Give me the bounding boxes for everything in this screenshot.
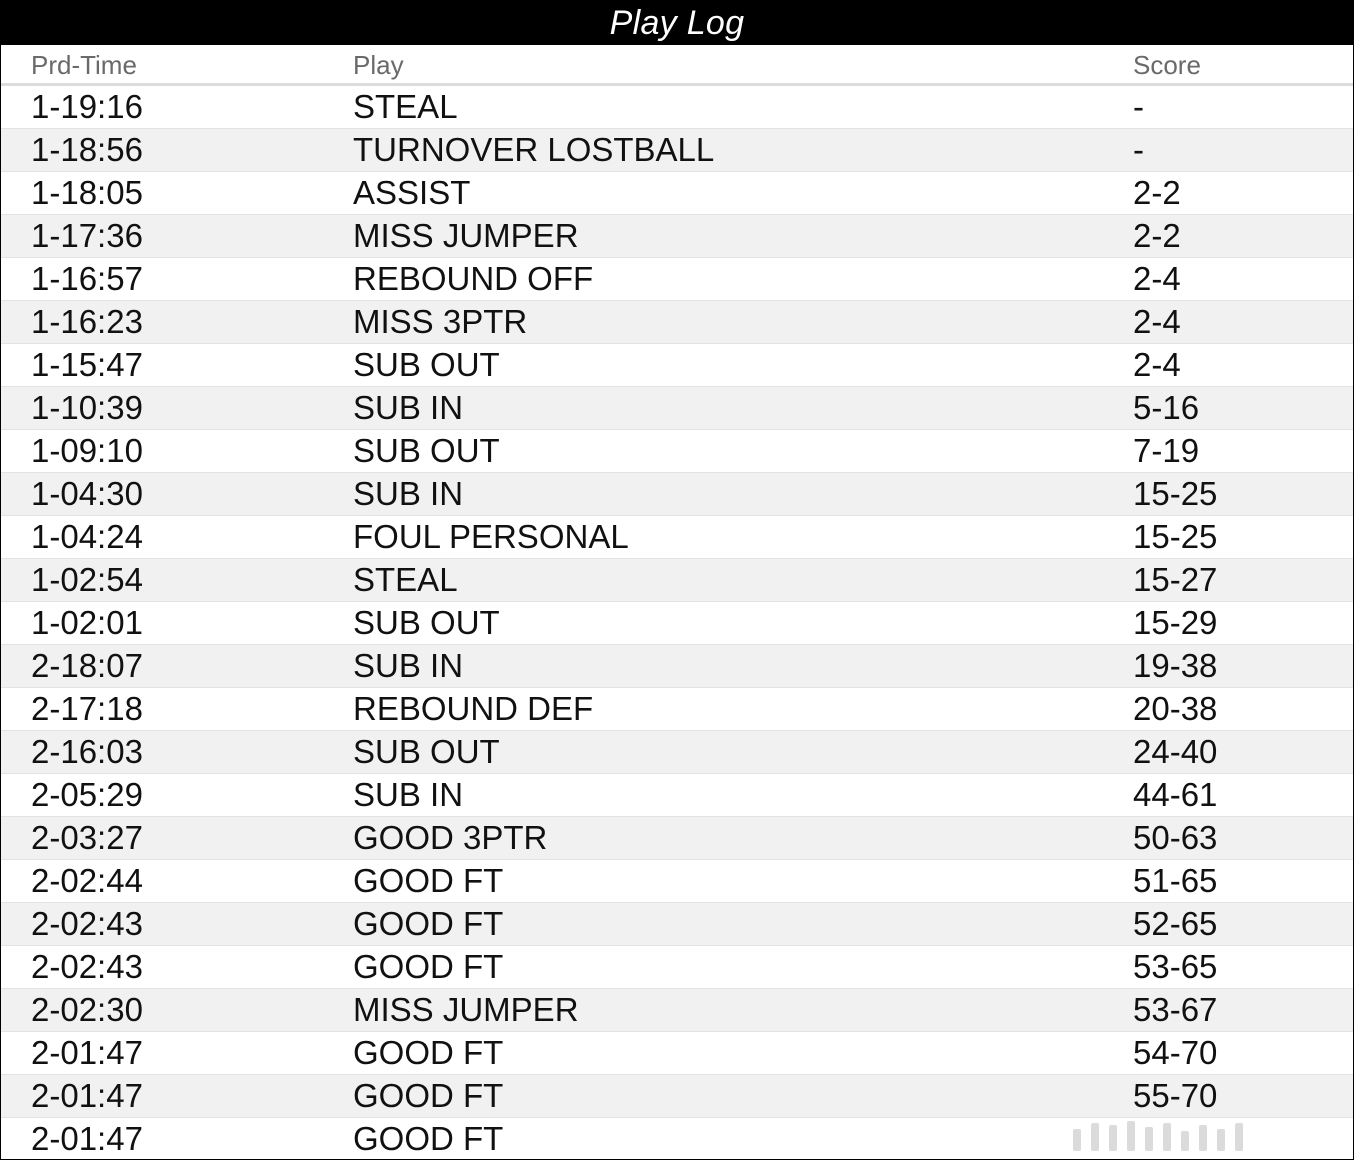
cell-score: 54-70 [1133, 1034, 1218, 1071]
cell-play: MISS 3PTR [353, 303, 528, 340]
table-row[interactable] [1, 602, 1353, 645]
cell-prd-time: 2-16:03 [31, 733, 143, 770]
cell-play: SUB OUT [353, 346, 500, 383]
cell-prd-time: 2-05:29 [31, 776, 143, 813]
cell-score: 52-65 [1133, 905, 1218, 942]
cell-play: SUB IN [353, 647, 464, 684]
table-row[interactable] [1, 301, 1353, 344]
cell-play: GOOD 3PTR [353, 819, 548, 856]
cell-prd-time: 1-04:24 [31, 518, 143, 555]
cell-prd-time: 1-15:47 [31, 346, 143, 383]
cell-play: FOUL PERSONAL [353, 518, 629, 555]
cell-score: 50-63 [1133, 819, 1218, 856]
cell-score: 15-25 [1133, 518, 1218, 555]
window-title: Play Log [1, 1, 1353, 45]
cell-score: 20-38 [1133, 690, 1218, 727]
table-row[interactable] [1, 559, 1353, 602]
cell-score: 55-70 [1133, 1077, 1218, 1114]
play-log-table [1, 45, 1353, 1157]
cell-score: 51-65 [1133, 862, 1218, 899]
cell-score: 19-38 [1133, 647, 1218, 684]
table-row[interactable] [1, 1075, 1353, 1118]
table-row[interactable] [1, 86, 1353, 129]
scroll-indicator [1073, 1121, 1343, 1151]
cell-play: GOOD FT [353, 1120, 504, 1157]
cell-prd-time: 2-02:44 [31, 862, 143, 899]
cell-play: SUB IN [353, 389, 464, 426]
table-row[interactable] [1, 473, 1353, 516]
table-body[interactable] [1, 86, 1353, 1157]
cell-score: - [1133, 131, 1144, 168]
cell-prd-time: 2-01:47 [31, 1120, 143, 1157]
cell-prd-time: 1-02:01 [31, 604, 143, 641]
table-row[interactable] [1, 344, 1353, 387]
cell-play: ASSIST [353, 174, 471, 211]
table-row[interactable] [1, 258, 1353, 301]
table-row[interactable] [1, 817, 1353, 860]
cell-score: 53-65 [1133, 948, 1218, 985]
table-row[interactable] [1, 989, 1353, 1032]
cell-play: MISS JUMPER [353, 991, 579, 1028]
cell-play: GOOD FT [353, 905, 504, 942]
cell-score: - [1133, 88, 1144, 125]
table-row[interactable] [1, 215, 1353, 258]
cell-prd-time: 1-18:56 [31, 131, 143, 168]
cell-prd-time: 1-18:05 [31, 174, 143, 211]
column-header-prd-time[interactable]: Prd-Time [31, 49, 137, 80]
cell-play: MISS JUMPER [353, 217, 579, 254]
cell-score: 2-2 [1133, 174, 1181, 211]
cell-prd-time: 1-16:23 [31, 303, 143, 340]
cell-prd-time: 1-16:57 [31, 260, 143, 297]
table-header [1, 45, 1353, 86]
cell-prd-time: 1-10:39 [31, 389, 143, 426]
cell-prd-time: 2-03:27 [31, 819, 143, 856]
cell-score: 53-67 [1133, 991, 1218, 1028]
cell-play: REBOUND DEF [353, 690, 594, 727]
cell-prd-time: 2-01:47 [31, 1077, 143, 1114]
cell-play: GOOD FT [353, 948, 504, 985]
cell-play: SUB OUT [353, 432, 500, 469]
cell-prd-time: 2-17:18 [31, 690, 143, 727]
cell-play: GOOD FT [353, 1077, 504, 1114]
table-row[interactable] [1, 1032, 1353, 1075]
table-row[interactable] [1, 903, 1353, 946]
table-row[interactable] [1, 731, 1353, 774]
cell-score: 15-25 [1133, 475, 1218, 512]
cell-score: 24-40 [1133, 733, 1218, 770]
cell-play: REBOUND OFF [353, 260, 594, 297]
cell-prd-time: 2-18:07 [31, 647, 143, 684]
cell-score: 15-29 [1133, 604, 1218, 641]
column-header-play[interactable]: Play [353, 49, 404, 80]
cell-prd-time: 1-02:54 [31, 561, 143, 598]
cell-prd-time: 2-02:43 [31, 905, 143, 942]
cell-play: STEAL [353, 88, 458, 125]
cell-prd-time: 1-09:10 [31, 432, 143, 469]
cell-prd-time: 2-02:43 [31, 948, 143, 985]
cell-play: SUB OUT [353, 604, 500, 641]
cell-score: 2-4 [1133, 303, 1181, 340]
table-row[interactable] [1, 688, 1353, 731]
cell-prd-time: 2-02:30 [31, 991, 143, 1028]
cell-prd-time: 1-19:16 [31, 88, 143, 125]
table-row[interactable] [1, 645, 1353, 688]
cell-score: 15-27 [1133, 561, 1218, 598]
cell-score: 2-2 [1133, 217, 1181, 254]
cell-play: SUB IN [353, 475, 464, 512]
cell-score: 7-19 [1133, 432, 1200, 469]
cell-score: 2-4 [1133, 260, 1181, 297]
cell-score: 5-16 [1133, 389, 1200, 426]
table-row[interactable] [1, 387, 1353, 430]
cell-play: GOOD FT [353, 1034, 504, 1071]
table-row[interactable] [1, 860, 1353, 903]
cell-play: GOOD FT [353, 862, 504, 899]
cell-prd-time: 1-17:36 [31, 217, 143, 254]
cell-prd-time: 2-01:47 [31, 1034, 143, 1071]
table-row[interactable] [1, 516, 1353, 559]
table-row[interactable] [1, 774, 1353, 817]
table-row[interactable] [1, 129, 1353, 172]
cell-play: STEAL [353, 561, 458, 598]
table-row[interactable] [1, 172, 1353, 215]
cell-play: SUB OUT [353, 733, 500, 770]
cell-prd-time: 1-04:30 [31, 475, 143, 512]
cell-play: SUB IN [353, 776, 464, 813]
column-header-score[interactable]: Score [1133, 49, 1201, 80]
cell-play: TURNOVER LOSTBALL [353, 131, 715, 168]
cell-score: 2-4 [1133, 346, 1181, 383]
cell-score: 44-61 [1133, 776, 1218, 813]
table-row[interactable] [1, 946, 1353, 989]
table-row[interactable] [1, 430, 1353, 473]
